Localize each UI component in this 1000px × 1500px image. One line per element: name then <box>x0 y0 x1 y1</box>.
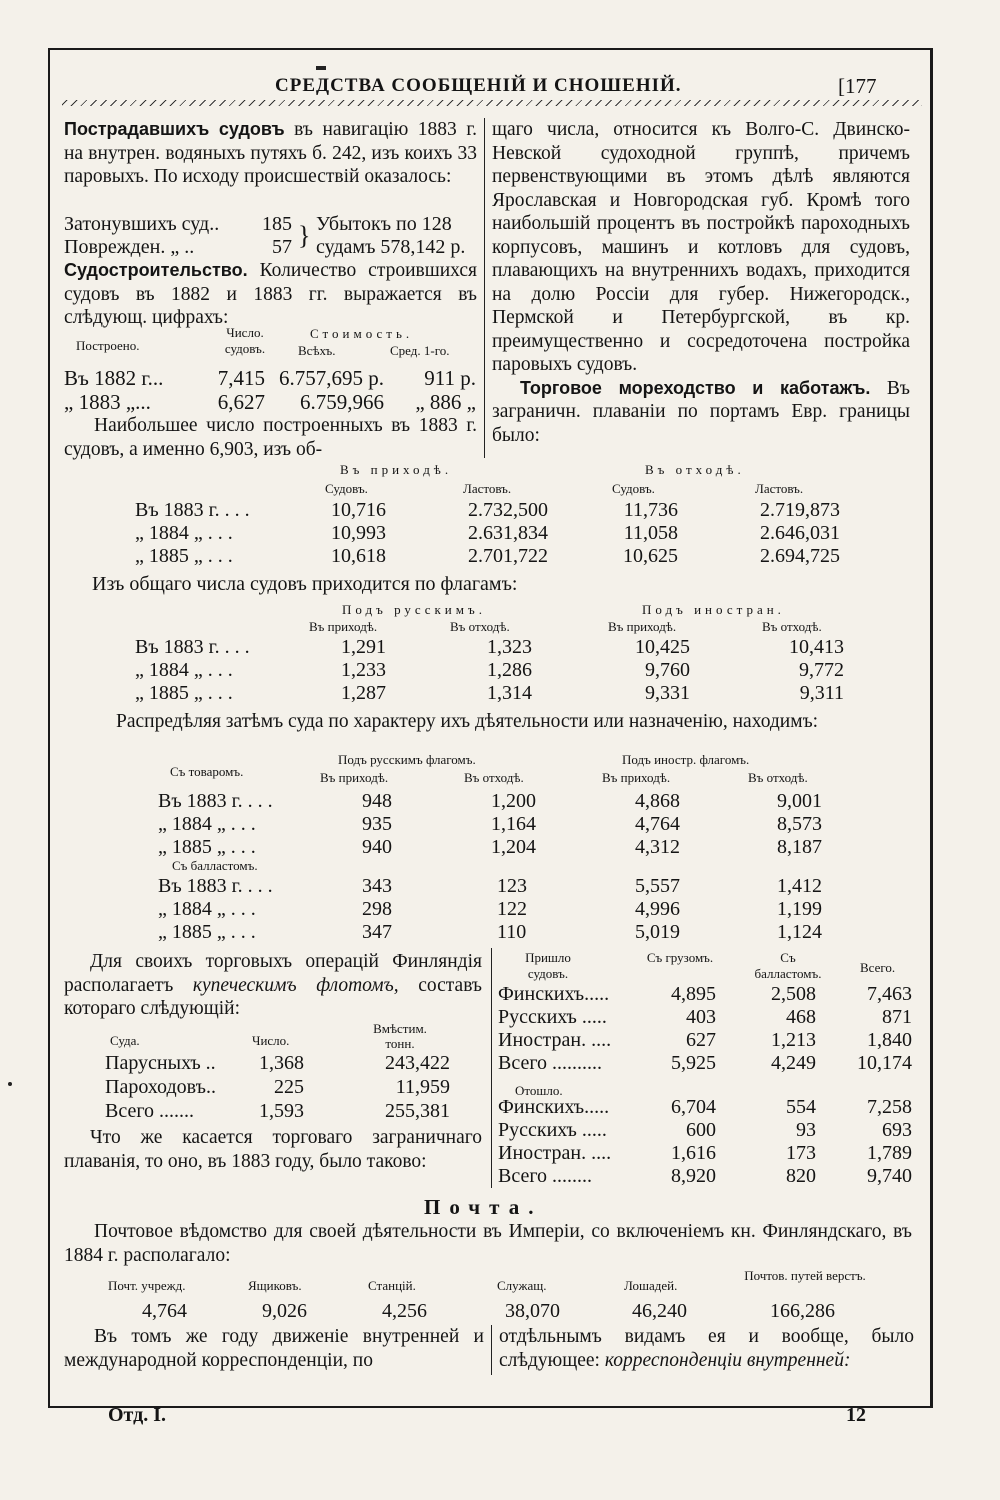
t3-fo-flag: Подъ иностр. флагомъ. <box>622 752 750 767</box>
built-row-avg: 911 р. <box>424 366 476 390</box>
fin-th-ships: Суда. <box>110 1033 140 1048</box>
t4-row-cargo: 6,704 <box>671 1096 716 1118</box>
t4-row-cargo: 8,920 <box>671 1165 716 1187</box>
fin-row-cap: 11,959 <box>395 1076 450 1098</box>
t4-row-ballast: 554 <box>786 1096 816 1118</box>
th-all: Всѣхъ. <box>298 343 336 358</box>
t4-row-cargo: 4,895 <box>671 983 716 1005</box>
t3-goods-year: Въ 1883 г. . . . <box>158 790 273 812</box>
t4-row-name: Финскихъ..... <box>498 983 610 1005</box>
fin-row-name: Парусныхъ .. <box>105 1052 216 1074</box>
post-value: 4,764 <box>142 1300 187 1322</box>
shipbuilding-heading: Судостроительство. <box>64 260 248 280</box>
built-row-year: Въ 1882 г... <box>64 366 164 390</box>
th-cost: Стоимость. <box>310 326 414 341</box>
post-head: Служащ. <box>497 1278 547 1293</box>
t4-row-ballast: 468 <box>786 1006 816 1028</box>
finland-paragraph <box>64 950 482 1021</box>
fin-row-cap: 255,381 <box>385 1100 450 1122</box>
t1-ships-2: Судовъ. <box>612 481 655 496</box>
t3-goods-cell: 4,764 <box>635 813 680 835</box>
t3-ru-flag: Подъ русскимъ флагомъ. <box>338 752 476 767</box>
t4-row-name: Иностран. .... <box>498 1142 612 1164</box>
t1-row-cell: 2.646,031 <box>760 522 840 544</box>
t4-row-total: 10,174 <box>857 1052 912 1074</box>
t2-row-cell: 1,233 <box>341 659 386 681</box>
t2-row-cell: 9,760 <box>645 659 690 681</box>
built-row-avg: „ 886 „ <box>415 390 476 414</box>
t4-row-total: 9,740 <box>867 1165 912 1187</box>
built-row-total: 6.757,695 р. <box>279 366 384 390</box>
t2-row-cell: 9,772 <box>799 659 844 681</box>
t3-goods-cell: 1,164 <box>491 813 536 835</box>
t3-ballast-cell: 4,996 <box>635 898 680 920</box>
t1-row-cell: 10,625 <box>623 545 678 567</box>
t1-departure-header: Въ отходѣ. <box>645 462 745 477</box>
t4-th-arrived: Пришло судовъ. <box>525 950 571 981</box>
t2-row-cell: 9,311 <box>799 682 844 704</box>
t4-departed: Отошло. <box>515 1083 563 1098</box>
t3-ballast-cell: 5,019 <box>635 921 680 943</box>
t3-ballast-cell: 110 <box>497 921 527 943</box>
t4-th-cargo: Съ грузомъ. <box>646 950 714 965</box>
t2-row-cell: 10,425 <box>635 636 690 658</box>
post-left-text <box>64 1325 484 1372</box>
t4-row-cargo: 627 <box>686 1029 716 1051</box>
t3-goods-cell: 940 <box>362 836 392 858</box>
t4-th-ballast: Съ балластомъ. <box>754 950 822 981</box>
t3-ballast-cell: 1,412 <box>777 875 822 897</box>
post-head: Ящиковъ. <box>248 1278 302 1293</box>
built-row-year: „ 1883 „... <box>64 390 151 414</box>
t3-ballast-cell: 1,199 <box>777 898 822 920</box>
t3-goods-cell: 1,204 <box>491 836 536 858</box>
t1-row-cell: 11,736 <box>623 499 678 521</box>
margin-speck <box>8 1082 12 1086</box>
t4-row-total: 1,789 <box>867 1142 912 1164</box>
damaged-label: Поврежден. „ .. <box>64 236 195 258</box>
shipbuilding-note <box>64 414 477 461</box>
left-column-top <box>64 118 477 189</box>
t2-row-cell: 9,331 <box>645 682 690 704</box>
fin-row-cap: 243,422 <box>385 1052 450 1074</box>
t1-row-cell: 2.694,725 <box>760 545 840 567</box>
t2-dep-1: Въ отходѣ. <box>450 619 510 634</box>
sunk-label: Затонувшихъ суд.. <box>64 213 220 235</box>
t3-ballast-cell: 298 <box>362 898 392 920</box>
post-head: Лошадей. <box>624 1278 678 1293</box>
finland-text-b: составъ котораго слѣдующій: <box>64 974 482 1019</box>
t4-row-ballast: 820 <box>786 1165 816 1187</box>
t4-row-cargo: 5,925 <box>671 1052 716 1074</box>
post-head: Станцій. <box>368 1278 416 1293</box>
t3-ballast-year: Въ 1883 г. . . . <box>158 875 273 897</box>
t2-row-cell: 1,286 <box>487 659 532 681</box>
damaged-ships-heading: Пострадавшихъ судовъ <box>64 119 285 139</box>
loss-label-1: Убытокъ по 128 <box>316 213 452 235</box>
damaged-ships-text: въ навигацію 1883 г. на внутрен. водяныхъ путяхъ б. 242, изъ коихъ 33 паровыхъ. По исходу происшествій оказалось: <box>64 119 477 187</box>
post-right-text-italic: корреспонденціи внутренней: <box>604 1349 851 1371</box>
t4-row-name: Иностран. .... <box>498 1029 612 1051</box>
t1-lasts-2: Ластовъ. <box>755 481 804 496</box>
t1-lasts-1: Ластовъ. <box>463 481 512 496</box>
finland-text-2: Что же касается торговаго заграничнаго плаванія, то оно, въ 1883 году, было таково: <box>64 1127 482 1172</box>
post-value: 166,286 <box>770 1300 835 1322</box>
post-heading: Почта. <box>424 1195 543 1219</box>
t3-ballast-cell: 123 <box>497 875 527 897</box>
t4-row-cargo: 600 <box>686 1119 716 1141</box>
built-row-count: 6,627 <box>217 390 265 414</box>
post-intro <box>64 1220 912 1267</box>
t4-row-name: Финскихъ..... <box>498 1096 610 1118</box>
fin-th-count: Число. <box>252 1033 290 1048</box>
t1-row-year: Въ 1883 г. . . . <box>135 499 250 521</box>
t4-row-ballast: 1,213 <box>771 1029 816 1051</box>
t2-foreign-header: Подъ иностран. <box>642 602 785 617</box>
th-count: Число. судовъ. <box>224 325 266 356</box>
th-built: Построено. <box>76 338 140 353</box>
t3-goods-year: „ 1885 „ . . . <box>158 836 256 858</box>
post-value: 9,026 <box>262 1300 307 1322</box>
fin-th-cap: Вмѣстим. тонн. <box>373 1021 427 1051</box>
t2-row-year: „ 1885 „ . . . <box>135 682 233 704</box>
post-value: 38,070 <box>505 1300 560 1322</box>
t2-row-cell: 1,291 <box>341 636 386 658</box>
finland-text-a: Для своихъ торговыхъ операцій Финляндія располагаетъ <box>64 951 482 996</box>
t3-ballast-cell: 1,124 <box>777 921 822 943</box>
t4-row-ballast: 2,508 <box>771 983 816 1005</box>
fin-row-name: Всего ....... <box>105 1100 195 1122</box>
t2-row-cell: 1,314 <box>487 682 532 704</box>
t4-row-name: Всего .......... <box>498 1052 603 1074</box>
t3-ballast-cell: 122 <box>497 898 527 920</box>
header-rule <box>62 100 922 106</box>
t1-row-cell: 2.732,500 <box>468 499 548 521</box>
t3-goods-cell: 8,573 <box>777 813 822 835</box>
post-value: 4,256 <box>382 1300 427 1322</box>
t3-ballast-cell: 343 <box>362 875 392 897</box>
t4-row-name: Русскихъ ..... <box>498 1119 607 1141</box>
t1-row-cell: 2.719,873 <box>760 499 840 521</box>
t3-goods-cell: 935 <box>362 813 392 835</box>
t3-ballast-cell: 347 <box>362 921 392 943</box>
t2-row-year: „ 1884 „ . . . <box>135 659 233 681</box>
built-row-count: 7,415 <box>217 366 265 390</box>
t3-goods-cell: 9,001 <box>777 790 822 812</box>
merchant-text: Въ заграничн. плаваніи по портамъ Евр. границы было: <box>492 377 910 446</box>
t1-row-cell: 10,993 <box>331 522 386 544</box>
t1-arrival-header: Въ приходѣ. <box>340 462 453 477</box>
t2-row-cell: 10,413 <box>789 636 844 658</box>
t3-ballast-year: „ 1884 „ . . . <box>158 898 256 920</box>
post-left-text-content: Въ томъ же году движеніе внутренней и международной корреспонденціи, по <box>64 1326 484 1371</box>
fin-row-count: 225 <box>274 1076 304 1098</box>
t4-row-ballast: 4,249 <box>771 1052 816 1074</box>
flags-intro: Изъ общаго числа судовъ приходится по флагамъ: <box>92 573 518 595</box>
distribution-intro-text: Распредѣляя затѣмъ суда по характеру ихъ дѣятельности или назначенію, находимъ: <box>116 711 819 732</box>
t4-row-cargo: 403 <box>686 1006 716 1028</box>
footer-section: Отд. I. <box>108 1404 167 1426</box>
shipbuilding-note-text: Наибольшее число построенныхъ въ 1883 г. судовъ, а именно 6,903, изъ об- <box>64 415 477 460</box>
t4-row-ballast: 93 <box>796 1119 816 1141</box>
t1-row-cell: 2.701,722 <box>468 545 548 567</box>
t4-row-total: 7,258 <box>867 1096 912 1118</box>
post-intro-text: Почтовое вѣдомство для своей дѣятельности въ Имперіи, со включеніемъ кн. Финляндскаго, въ 1884 г. располагало: <box>64 1221 912 1266</box>
t3-goods-cell: 4,868 <box>635 790 680 812</box>
t2-arr-1: Въ приходѣ. <box>309 619 378 634</box>
t1-row-cell: 10,618 <box>331 545 386 567</box>
t3-ballast-cell: 5,557 <box>635 875 680 897</box>
top-mark <box>316 66 326 70</box>
t1-row-cell: 2.631,834 <box>468 522 548 544</box>
merchant-heading: Торговое мореходство и каботажъ. <box>520 377 871 398</box>
t4-row-total: 1,840 <box>867 1029 912 1051</box>
th-avg: Сред. 1-го. <box>390 343 450 358</box>
shipbuilding-text: Количество строившихся судовъ въ 1882 и 1883 гг. выражается въ слѣдующ. цифрахъ: <box>64 260 477 328</box>
t1-ships-1: Судовъ. <box>325 481 368 496</box>
post-right-text-a: отдѣльнымъ видамъ ея и вообще, было слѣдующее: <box>499 1326 914 1371</box>
fin-row-name: Пароходовъ.. <box>105 1076 216 1098</box>
shipbuilding-paragraph <box>64 259 477 330</box>
right-column-text: щаго числа, относится къ Волго-С. Двинско-Невской судоходной группѣ, причемъ первенствующими въ этомъ дѣлѣ являются Ярославская и Новгородская губ. Кромѣ того наибольшій процентъ въ постройкѣ пароходныхъ корпусовъ, машинъ и котловъ для судовъ, плавающихъ на внутреннихъ водахъ, приходится на долю Россіи для губер. Нижегородск., Пермской и Петербургской, въ кр. преимущественно и сосредоточена постройка паровыхъ судовъ. <box>492 119 910 375</box>
t3-ballast: Съ балластомъ. <box>172 858 258 873</box>
brace: } <box>298 221 311 250</box>
t4-row-name: Всего ........ <box>498 1165 593 1187</box>
t3-ballast-year: „ 1885 „ . . . <box>158 921 256 943</box>
t4-row-ballast: 173 <box>786 1142 816 1164</box>
t4-th-total: Всего. <box>860 960 896 975</box>
loss-label-2: судамъ 578,142 р. <box>316 236 466 258</box>
fin-row-count: 1,368 <box>259 1052 304 1074</box>
finland-paragraph-2 <box>64 1126 482 1173</box>
page-header-title: СРЕДСТВА СООБЩЕНІЙ И СНОШЕНІЙ. <box>275 75 682 96</box>
column-divider-bottom <box>491 1325 492 1375</box>
post-head: Почтов. путей верстъ. <box>744 1268 866 1283</box>
damaged-value: 57 <box>272 236 292 258</box>
t4-row-total: 871 <box>882 1006 912 1028</box>
t3-dep-1: Въ отходѣ. <box>464 770 524 785</box>
t4-row-total: 693 <box>882 1119 912 1141</box>
t4-row-total: 7,463 <box>867 983 912 1005</box>
t2-row-year: Въ 1883 г. . . . <box>135 636 250 658</box>
column-divider-top <box>484 118 485 458</box>
t2-arr-2: Въ приходѣ. <box>608 619 677 634</box>
finland-text-italic: купеческимъ флотомъ, <box>192 974 399 996</box>
right-column-top <box>492 118 910 447</box>
t2-russian-header: Подъ русскимъ. <box>342 602 486 617</box>
t1-row-cell: 11,058 <box>623 522 678 544</box>
fin-row-count: 1,593 <box>259 1100 304 1122</box>
t3-goods-cell: 948 <box>362 790 392 812</box>
t3-with-goods: Съ товаромъ. <box>170 764 244 779</box>
distribution-intro <box>64 710 912 734</box>
page-header-number: [177 <box>838 74 877 98</box>
t3-arr-2: Въ приходѣ. <box>602 770 671 785</box>
t3-goods-year: „ 1884 „ . . . <box>158 813 256 835</box>
t3-dep-2: Въ отходѣ. <box>748 770 808 785</box>
footer-page: 12 <box>846 1404 866 1426</box>
t4-row-cargo: 1,616 <box>671 1142 716 1164</box>
post-right-text <box>499 1325 914 1372</box>
column-divider-mid <box>491 948 492 1188</box>
built-row-total: 6.759,966 <box>300 390 384 414</box>
post-value: 46,240 <box>632 1300 687 1322</box>
t1-row-year: „ 1885 „ . . . <box>135 545 233 567</box>
t3-goods-cell: 1,200 <box>491 790 536 812</box>
t3-goods-cell: 4,312 <box>635 836 680 858</box>
t3-arr-1: Въ приходѣ. <box>320 770 389 785</box>
t1-row-year: „ 1884 „ . . . <box>135 522 233 544</box>
sunk-value: 185 <box>262 213 292 235</box>
t1-row-cell: 10,716 <box>331 499 386 521</box>
post-head: Почт. учрежд. <box>108 1278 186 1293</box>
t3-goods-cell: 8,187 <box>777 836 822 858</box>
t2-dep-2: Въ отходѣ. <box>762 619 822 634</box>
t4-row-name: Русскихъ ..... <box>498 1006 607 1028</box>
t2-row-cell: 1,323 <box>487 636 532 658</box>
t2-row-cell: 1,287 <box>341 682 386 704</box>
